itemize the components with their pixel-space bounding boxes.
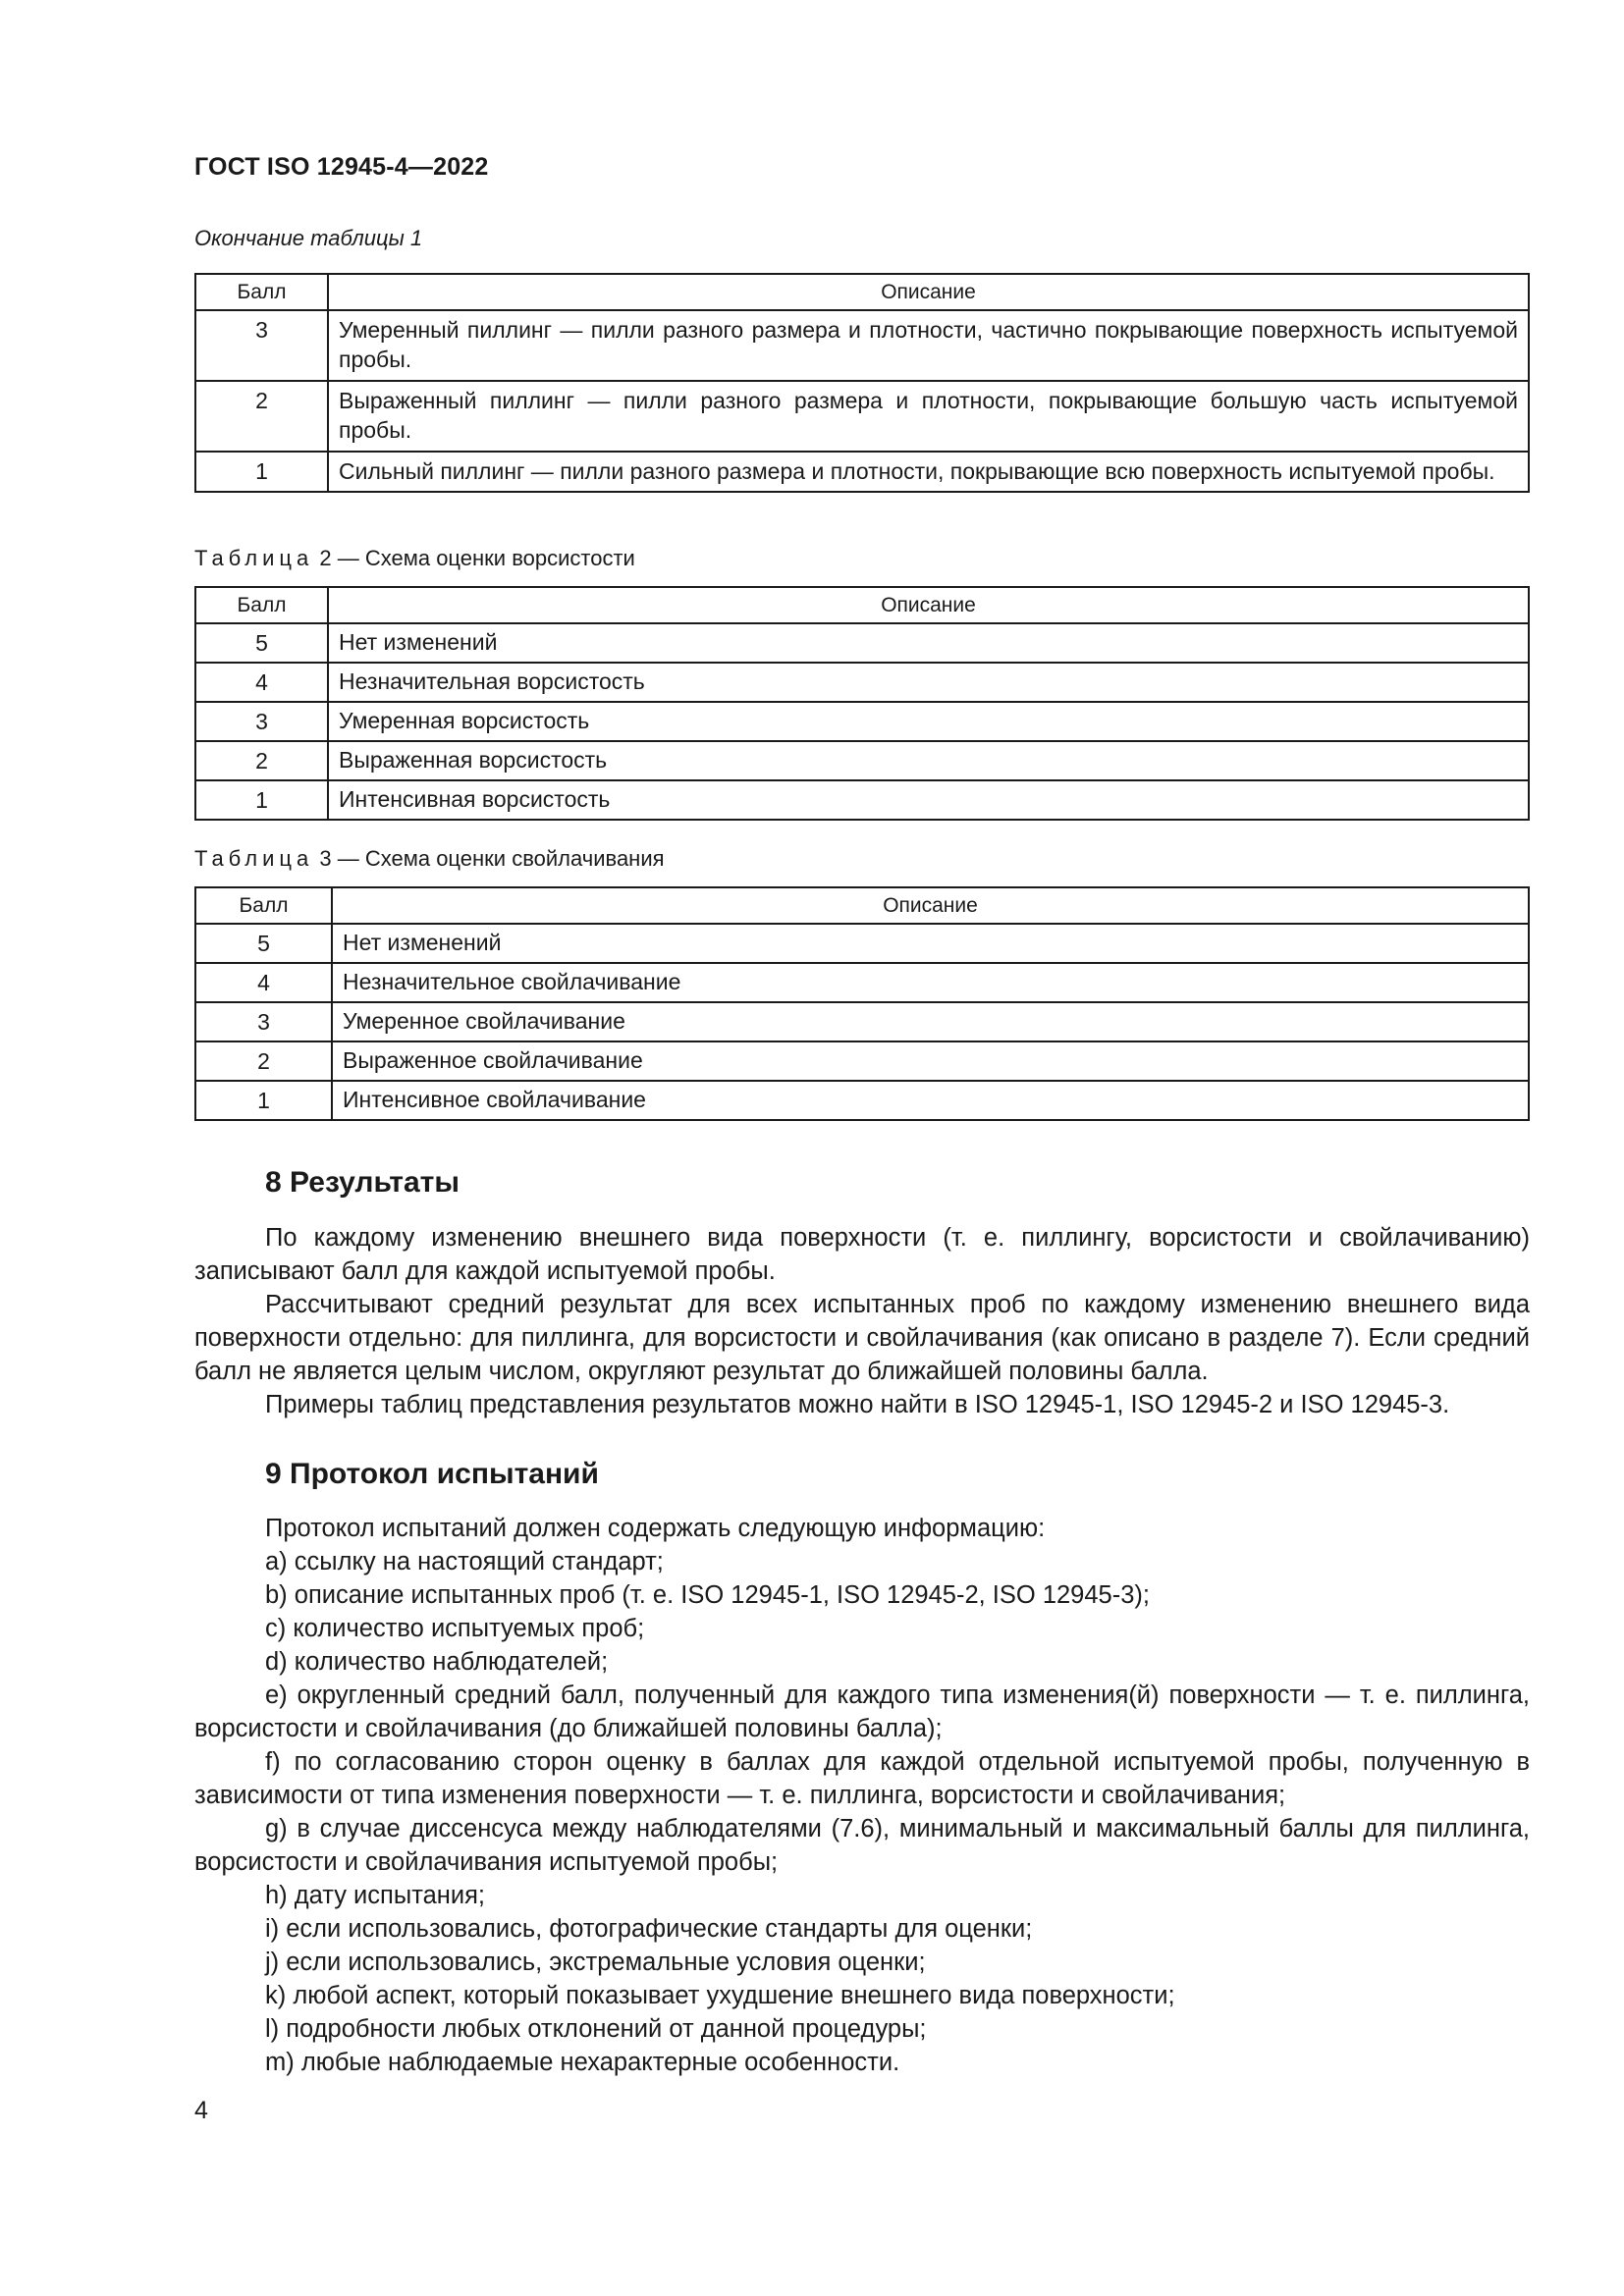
paragraph: Рассчитывают средний результат для всех испытанных проб по каждому изменению внешнего вида поверхности отдельно: для пиллинга, для ворсистости и свойлачивания (как описано в разделе 7). Если средний балл не является целым числом, округляют результат до ближайшей половины балла. [194,1291,1530,1385]
table-caption-word: Таблица [194,846,314,871]
score-cell: 1 [195,780,328,820]
table-row [195,381,1529,452]
paragraph: Протокол испытаний должен содержать следующую информацию: [265,1515,1046,1542]
list-item: l) подробности любых отклонений от данной процедуры; [265,2015,927,2043]
score-cell: 2 [195,381,328,452]
description-cell: Незначительная ворсистость [328,663,1529,702]
paragraph: Примеры таблиц представления результатов можно найти в ISO 12945-1, ISO 12945-2 и ISO 12945-3. [265,1391,1450,1418]
table-row [195,1081,1529,1120]
score-cell: 5 [195,623,328,663]
table-header-row [195,887,1529,924]
table-row [195,702,1529,741]
score-cell: 3 [195,1002,332,1041]
list-item: k) любой аспект, который показывает ухудшение внешнего вида поверхности; [265,1982,1175,2009]
table-header-row [195,274,1529,310]
list-item: f) по согласованию сторон оценку в баллах для каждой отдельной испытуемой пробы, полученную в зависимости от типа изменения поверхности — т. е. пиллинга, ворсистости и свойлачивания; [194,1748,1530,1809]
score-cell: 2 [195,741,328,780]
table-row [195,780,1529,820]
table-row [195,1002,1529,1041]
table-caption-text: 3 — Схема оценки свойлачивания [319,846,665,871]
table1-caption: Окончание таблицы 1 [194,226,423,250]
list-item: d) количество наблюдателей; [265,1648,609,1676]
description-cell: Интенсивное свойлачивание [332,1081,1529,1120]
score-cell: 3 [195,702,328,741]
column-header: Балл [195,274,328,310]
list-item: h) дату испытания; [265,1882,485,1909]
table3 [194,886,1530,1121]
section-9-body [194,1512,1530,2079]
description-cell: Интенсивная ворсистость [328,780,1529,820]
table2 [194,586,1530,821]
score-cell: 3 [195,310,328,381]
table2-caption [194,546,635,571]
table-row [195,452,1529,493]
column-header: Балл [195,587,328,623]
table-row [195,310,1529,381]
score-cell: 4 [195,963,332,1002]
table1 [194,273,1530,493]
page-number: 4 [194,2097,208,2124]
table-row [195,663,1529,702]
table-caption-word: Таблица [194,546,314,570]
description-cell: Умеренная ворсистость [328,702,1529,741]
description-cell: Выраженная ворсистость [328,741,1529,780]
description-cell: Умеренный пиллинг — пилли разного размера и плотности, частично покрывающие поверхность испытуемой пробы. [328,310,1529,381]
column-header: Описание [328,274,1529,310]
list-item: b) описание испытанных проб (т. е. ISO 12945-1, ISO 12945-2, ISO 12945-3); [265,1581,1150,1609]
list-item: m) любые наблюдаемые нехарактерные особенности. [265,2049,900,2076]
section-8-body [194,1221,1530,1421]
description-cell: Незначительное свойлачивание [332,963,1529,1002]
section-9-heading: 9 Протокол испытаний [265,1458,599,1490]
description-cell: Умеренное свойлачивание [332,1002,1529,1041]
list-item: c) количество испытуемых проб; [265,1615,645,1642]
description-cell: Выраженный пиллинг — пилли разного размера и плотности, покрывающие большую часть испытуемой пробы. [328,381,1529,452]
table-header-row [195,587,1529,623]
score-cell: 4 [195,663,328,702]
score-cell: 5 [195,924,332,963]
list-item: g) в случае диссенсуса между наблюдателями (7.6), минимальный и максимальный баллы для пиллинга, ворсистости и свойлачивания испытуемой пробы; [194,1815,1530,1876]
description-cell: Нет изменений [332,924,1529,963]
table-row [195,1041,1529,1081]
list-item: e) округленный средний балл, полученный для каждого типа изменения(й) поверхности — т. е. пиллинга, ворсистости и свойлачивания (до ближайшей половины балла); [194,1682,1530,1742]
table-caption-text: 2 — Схема оценки ворсистости [319,546,635,570]
paragraph: По каждому изменению внешнего вида поверхности (т. е. пиллингу, ворсистости и свойлачиванию) записывают балл для каждой испытуемой пробы. [194,1224,1530,1285]
table-row [195,741,1529,780]
list-item: j) если использовались, экстремальные условия оценки; [265,1949,926,1976]
list-item: i) если использовались, фотографические стандарты для оценки; [265,1915,1033,1943]
description-cell: Нет изменений [328,623,1529,663]
table-row [195,623,1529,663]
description-cell: Выраженное свойлачивание [332,1041,1529,1081]
table-row [195,963,1529,1002]
score-cell: 1 [195,452,328,493]
score-cell: 1 [195,1081,332,1120]
list-item: a) ссылку на настоящий стандарт; [265,1548,664,1575]
score-cell: 2 [195,1041,332,1081]
column-header: Описание [328,587,1529,623]
section-8-heading: 8 Результаты [265,1166,460,1199]
column-header: Описание [332,887,1529,924]
column-header: Балл [195,887,332,924]
table-row [195,924,1529,963]
description-cell: Сильный пиллинг — пилли разного размера и плотности, покрывающие всю поверхность испытуемой пробы. [328,452,1529,493]
document-header: ГОСТ ISO 12945-4—2022 [194,153,489,181]
table3-caption [194,846,665,872]
